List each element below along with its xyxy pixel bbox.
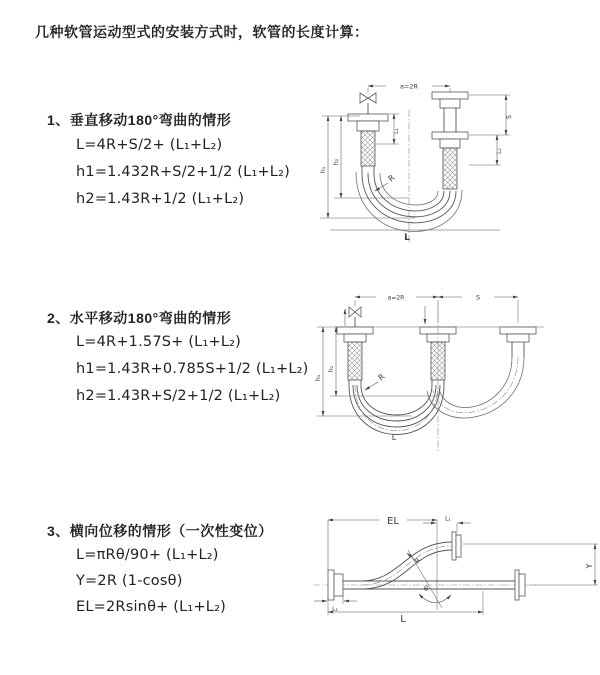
valve-icon	[360, 93, 376, 114]
flange-left	[348, 114, 388, 173]
section-heading: 2、水平移动180°弯曲的情形	[47, 310, 232, 326]
radius-callout	[365, 372, 387, 390]
dimension-s	[438, 294, 518, 302]
flange-right	[500, 327, 536, 357]
dim-label-el: EL	[387, 516, 399, 527]
page-title: 几种软管运动型式的安装方式时，软管的长度计算：	[35, 24, 369, 40]
dim-label-s: S	[505, 114, 513, 120]
flange-right-stack	[432, 92, 468, 189]
formula-line: Y=2R (1-cosθ)	[76, 573, 183, 589]
formula-line: h2=1.43R+1/2 (L₁+L₂)	[76, 191, 245, 207]
section-heading: 1、垂直移动180°弯曲的情形	[47, 112, 232, 128]
dim-label-l1: L₁	[445, 515, 451, 523]
formula-line: h1=1.43R+0.785S+1/2 (L₁+L₂)	[76, 361, 309, 377]
diagram-horizontal-180-bend	[312, 283, 577, 463]
hose-s-curve	[361, 542, 452, 589]
hose-u-bend-position1	[349, 380, 444, 435]
dim-label-theta: θ	[423, 585, 429, 593]
flange-displaced-end	[452, 532, 461, 560]
dim-label-l1: L₁	[332, 606, 338, 613]
section-heading: 3、横向位移的情形（一次性变位）	[47, 523, 273, 539]
dim-label-l1: L₁	[393, 128, 400, 134]
dimension-y	[463, 544, 598, 585]
dim-label-h1: h₁	[314, 374, 322, 382]
dim-label-r: R	[376, 372, 387, 383]
dimension-l1-top	[423, 516, 471, 533]
braided-hose-section	[348, 342, 362, 380]
dimension-l	[328, 591, 483, 625]
dimension-l2	[469, 135, 503, 165]
formula-line: EL=2Rsinθ+ (L₁+L₂)	[76, 599, 226, 615]
dim-label-l: L	[404, 233, 410, 243]
braided-hose-section	[361, 131, 375, 166]
dim-label-s: S	[475, 293, 481, 302]
dim-label-h2: h₂	[327, 365, 335, 373]
dim-label-h2: h₂	[332, 158, 340, 166]
braided-hose-section	[443, 148, 457, 189]
flange-left	[337, 327, 373, 380]
dim-label-y: Y	[585, 563, 594, 569]
dimension-l	[330, 230, 500, 243]
dim-label-l: L	[400, 614, 406, 625]
valve-icon	[349, 307, 361, 327]
dim-label-l: L	[391, 433, 397, 442]
dim-label-r: R	[413, 556, 423, 566]
dimension-top-width	[355, 295, 438, 302]
formula-line: L=4R+1.57S+ (L₁+L₂)	[76, 334, 241, 350]
formula-line: L=4R+S/2+ (L₁+L₂)	[76, 137, 223, 153]
radius-callout	[375, 173, 397, 191]
dimension-s	[469, 95, 513, 135]
formula-line: h2=1.43R+S/2+1/2 (L₁+L₂)	[76, 388, 281, 404]
diagram-lateral-displacement	[305, 498, 600, 648]
dim-label-l2: L₂	[496, 148, 503, 154]
dim-label-a2r: a=2R	[399, 82, 419, 91]
flange-left	[328, 570, 343, 600]
flange-right	[515, 570, 525, 600]
dimension-top-width	[368, 83, 450, 93]
formula-line: L=πRθ/90+ (L₁+L₂)	[76, 547, 219, 563]
formula-line: h1=1.432R+S/2+1/2 (L₁+L₂)	[76, 164, 290, 180]
dim-label-a2r: a=2R	[387, 294, 405, 302]
braided-hose-section	[431, 342, 445, 380]
dim-label-h1: h₁	[319, 166, 327, 174]
dim-label-r: R	[386, 173, 397, 184]
diagram-vertical-180-bend	[310, 70, 550, 255]
